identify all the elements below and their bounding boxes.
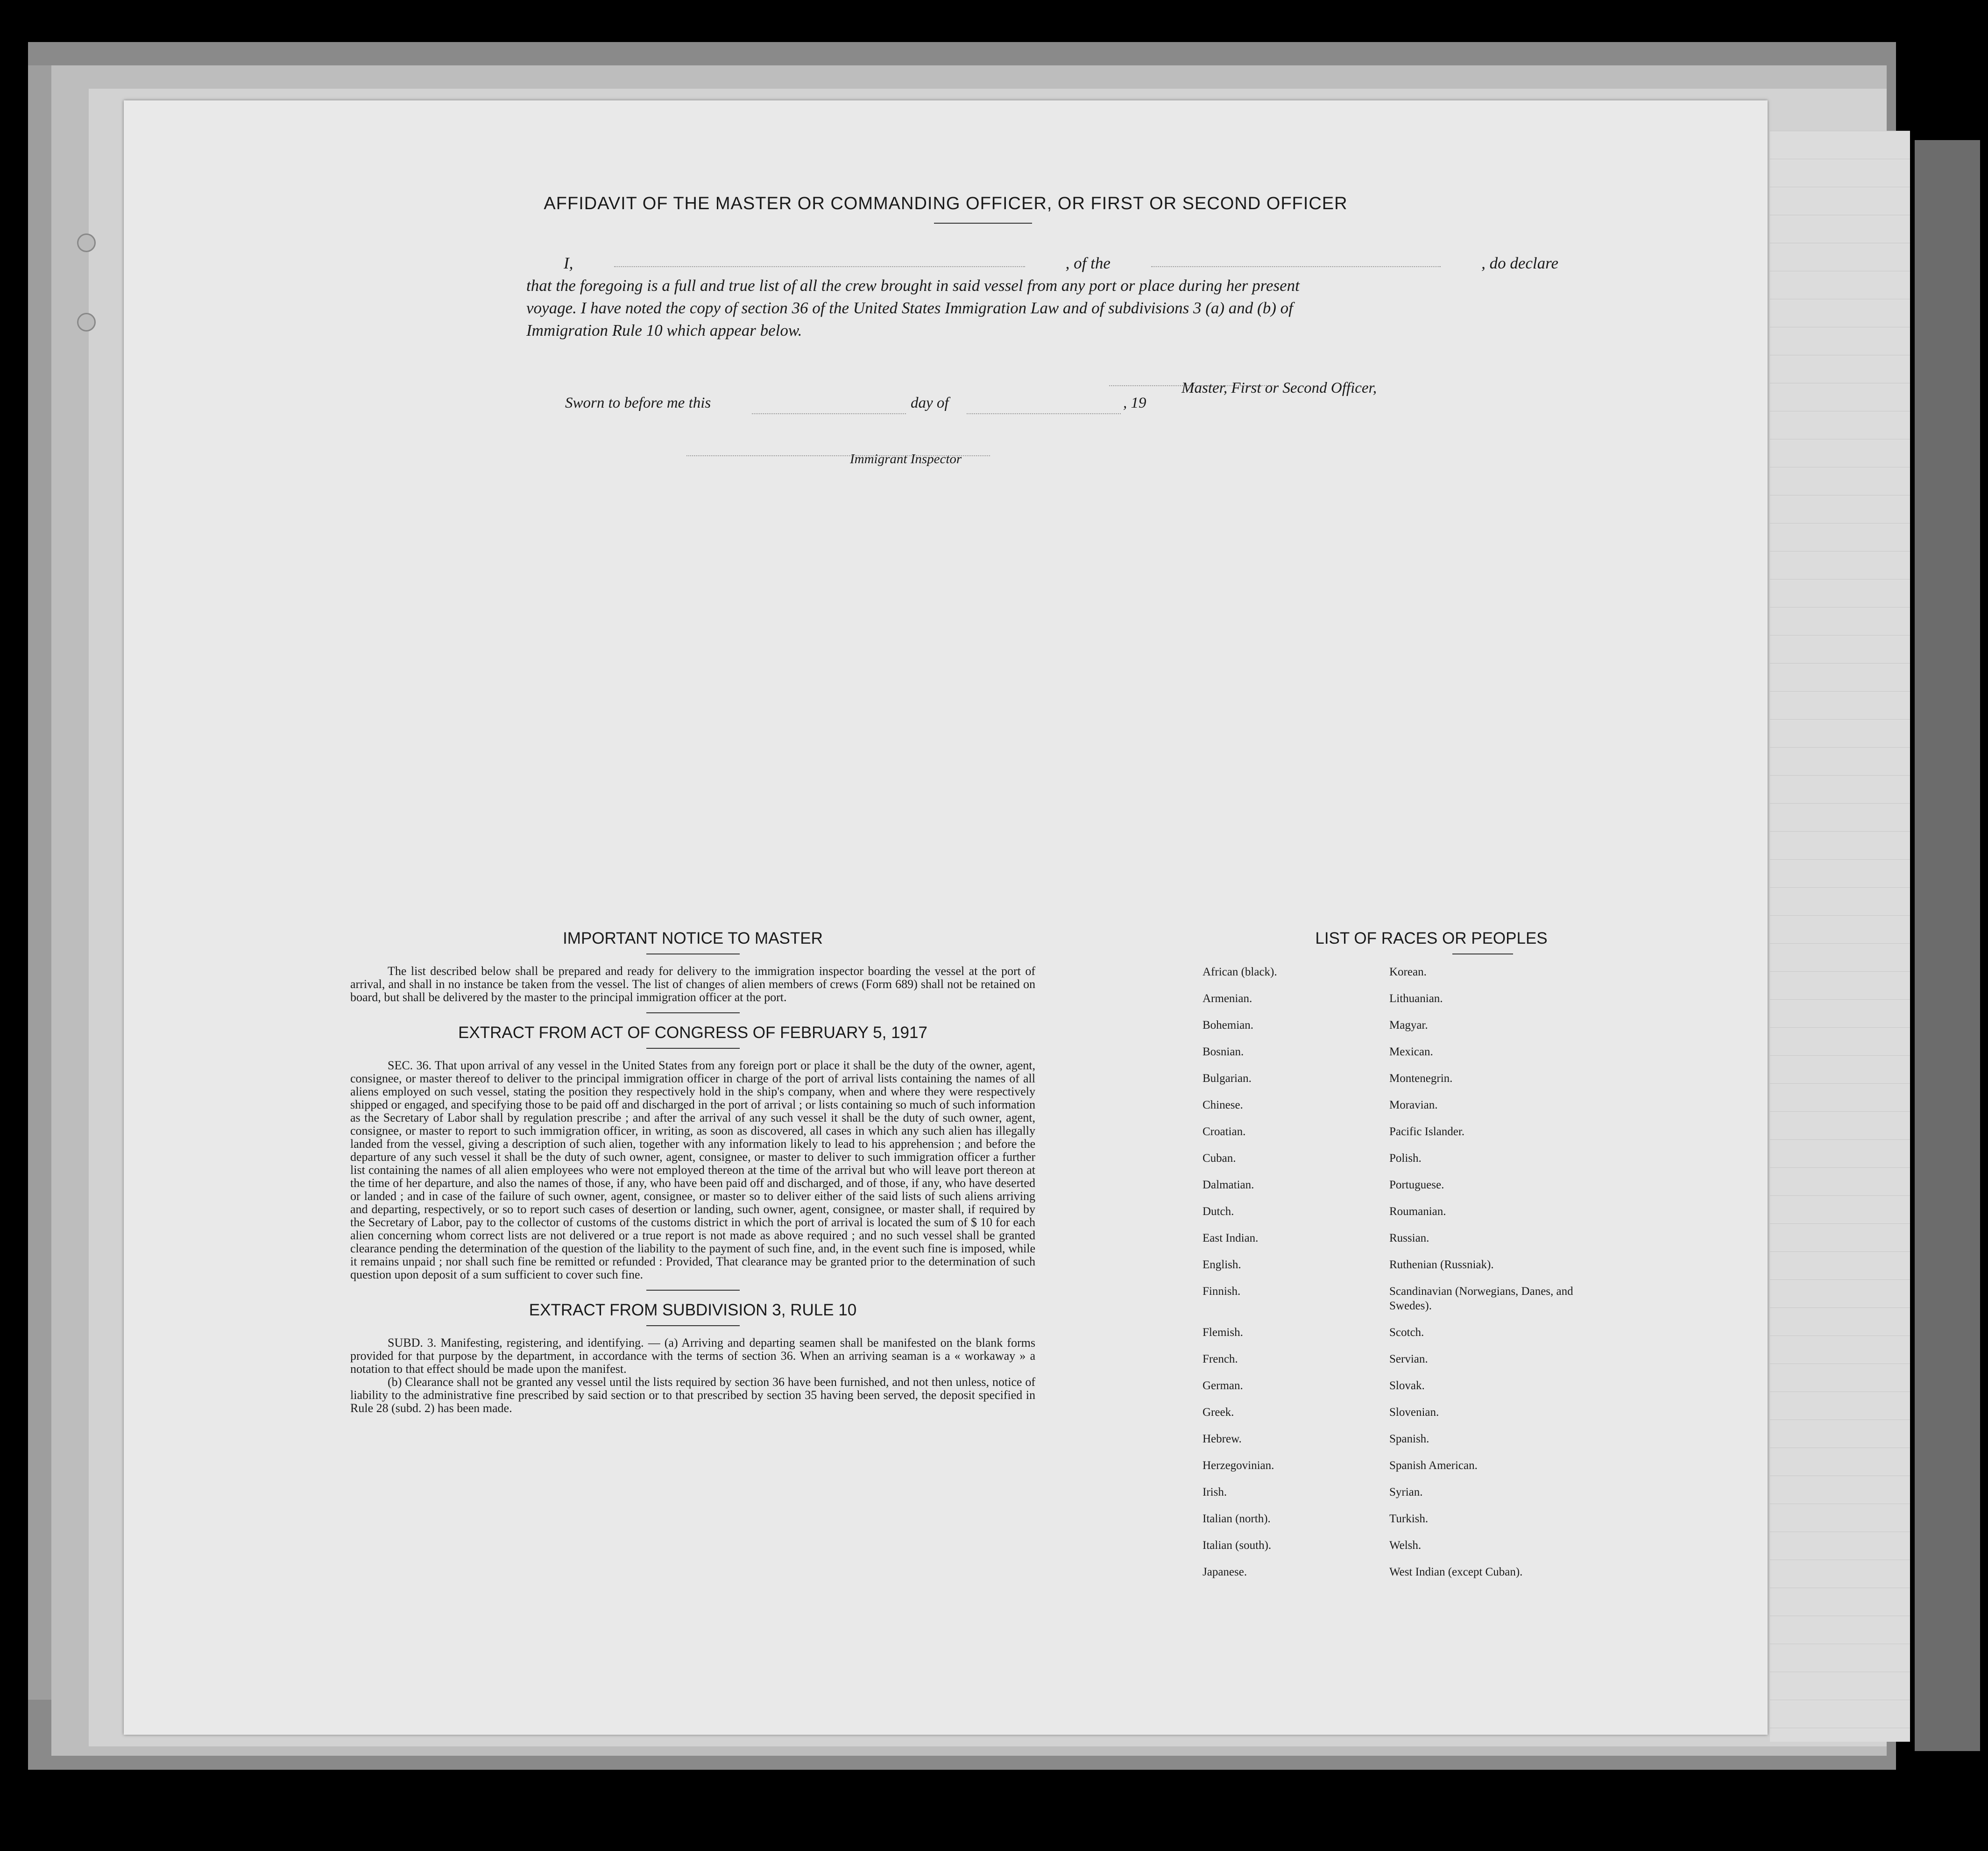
race-item: Flemish. bbox=[1203, 1326, 1243, 1339]
race-item: Spanish. bbox=[1389, 1433, 1429, 1445]
race-item: Moravian. bbox=[1389, 1099, 1438, 1111]
race-item: English. bbox=[1203, 1258, 1241, 1271]
races-title: LIST OF RACES OR PEOPLES bbox=[1315, 929, 1548, 947]
race-item: Italian (north). bbox=[1203, 1512, 1271, 1525]
vessel-blank bbox=[1151, 252, 1441, 267]
race-item: Ruthenian (Russniak). bbox=[1389, 1258, 1494, 1271]
underlying-grid-sheet bbox=[1770, 131, 1910, 1742]
race-item: Slovak. bbox=[1389, 1379, 1425, 1392]
affidavit-of-the: , of the bbox=[1065, 254, 1111, 272]
affidavit-body bbox=[526, 252, 1558, 342]
race-item: Japanese. bbox=[1203, 1566, 1247, 1578]
rule-title: EXTRACT FROM SUBDIVISION 3, RULE 10 bbox=[529, 1301, 857, 1319]
day-blank bbox=[752, 399, 906, 414]
race-item: Dutch. bbox=[1203, 1205, 1234, 1218]
race-item: Italian (south). bbox=[1203, 1539, 1272, 1552]
manifest-page bbox=[124, 100, 1768, 1735]
race-item: Finnish. bbox=[1203, 1285, 1241, 1298]
race-item: Mexican. bbox=[1389, 1046, 1433, 1058]
race-item: Bosnian. bbox=[1203, 1046, 1244, 1058]
sworn-label: Sworn to before me this bbox=[565, 395, 711, 411]
race-item: African (black). bbox=[1203, 966, 1277, 978]
race-item: Slovenian. bbox=[1389, 1406, 1439, 1419]
race-item: Lithuanian. bbox=[1389, 992, 1443, 1005]
race-item: Herzegovinian. bbox=[1203, 1459, 1274, 1472]
race-item: Servian. bbox=[1389, 1353, 1428, 1365]
race-item: Polish. bbox=[1389, 1152, 1422, 1165]
divider bbox=[934, 223, 1032, 224]
divider bbox=[646, 1048, 740, 1049]
affidavit-line: Immigration Rule 10 which appear below. bbox=[526, 321, 802, 339]
notice-column bbox=[350, 929, 1035, 1423]
race-item: Bohemian. bbox=[1203, 1019, 1254, 1031]
inspector-label: Immigrant Inspector bbox=[850, 452, 962, 466]
act-title: EXTRACT FROM ACT OF CONGRESS OF FEBRUARY 5, 1917 bbox=[458, 1024, 927, 1042]
race-item: Syrian. bbox=[1389, 1486, 1423, 1498]
race-item: Turkish. bbox=[1389, 1512, 1429, 1525]
month-blank bbox=[967, 399, 1121, 414]
race-item: Russian. bbox=[1389, 1232, 1429, 1244]
race-item: East Indian. bbox=[1203, 1232, 1259, 1244]
race-item: Scotch. bbox=[1389, 1326, 1424, 1339]
affidavit-line: voyage. I have noted the copy of section 36 of the United States Immigration Law and of subdivisions 3 (a) and (b) of bbox=[526, 299, 1293, 317]
race-item: Spanish American. bbox=[1389, 1459, 1478, 1472]
race-item: Cuban. bbox=[1203, 1152, 1236, 1165]
rule-text-b: (b) Clearance shall not be granted any vessel until the lists required by section 36 have been furnished, and not then unless, notice of liability to the administrative fine prescribed by said section or to that prescribed by section 35 having been served, the deposit specified in Rule 28 (subd. 2) has been made. bbox=[350, 1375, 1035, 1415]
race-item: Bulgarian. bbox=[1203, 1072, 1252, 1085]
affidavit-declare: , do declare bbox=[1481, 254, 1558, 272]
rule-text-a: SUBD. 3. Manifesting, registering, and identifying. — (a) Arriving and departing seamen shall be manifested on the blank forms provided for that purpose by the department, in accordance with the terms of section 36. When an arriving seaman is a « workaway » a notation to that effect should be made upon the manifest. bbox=[350, 1336, 1035, 1376]
act-text: SEC. 36. That upon arrival of any vessel in the United States from any foreign port or place it shall be the duty of the owner, agent, consignee, or master thereof to deliver to the principal immigration officer in charge of the port of arrival lists containing the names of all aliens employed on such vessel, stating the position they respectively hold in the ship's company, when and where they were respectively shipped or engaged, and specifying those to be paid off and discharged in the port of arrival ; or lists containing so much of such information as the Secretary of Labor shall by regulation prescribe ; and after the arrival of any such vessel it shall be the duty of such owner, agent, consignee, or master to report to such immigration officer, in writing, as soon as discovered, all cases in which any such alien has illegally landed from the vessel, giving a description of such alien, together with any information likely to lead to his apprehension ; and before the departure of any such vessel it shall be the duty of such owner, agent, consignee, or master to deliver to such immigration officer a further list containing the names of all alien employees who were not employed thereon at the time of the arrival but who will leave port thereon at the time of her departure, and also the names of those, if any, who have been paid off and discharged, and of those, if any, who have deserted or landed ; and in case of the failure of such owner, agent, consignee, or master so to deliver either of the said lists of such aliens arriving and departing, respectively, or so to report such cases of desertion or landing, such owner, agent, consignee, or master shall, if required by the Secretary of Labor, pay to the collector of customs of the customs district in which the port of arrival is located the sum of $ 10 for each alien concerning whom correct lists are not delivered or a true report is not made as above required ; and no such vessel shall be granted clearance pending the determination of the question of the liability to the payment of such fine, and, in the event such fine is imposed, while it remains unpaid ; nor shall such fine be remitted or refunded : Provided, That clearance may be granted prior to the determination of such question upon deposit of a sum sufficient to cover such fine. bbox=[350, 1059, 1035, 1281]
notice-text: The list described below shall be prepared and ready for delivery to the immigration inspector boarding the vessel at the port of arrival, and shall in no instance be taken from the vessel. The list of changes of alien members of crews (Form 689) shall not be retained on board, but shall be delivered by the master to the principal immigration officer at the port. bbox=[350, 964, 1035, 1004]
affidavit-line: that the foregoing is a full and true list of all the crew brought in said vessel from any port or place during her present bbox=[526, 276, 1300, 295]
race-item: French. bbox=[1203, 1353, 1238, 1365]
day-of-label: day of bbox=[911, 395, 949, 411]
races-column bbox=[1058, 929, 1712, 1579]
race-item: German. bbox=[1203, 1379, 1243, 1392]
year-label: , 19 bbox=[1123, 395, 1146, 411]
name-blank bbox=[614, 252, 1025, 267]
race-item: Welsh. bbox=[1389, 1539, 1422, 1552]
race-item: Roumanian. bbox=[1389, 1205, 1446, 1218]
race-item: Chinese. bbox=[1203, 1099, 1243, 1111]
binder-hole-icon bbox=[77, 233, 96, 252]
race-item: Armenian. bbox=[1203, 992, 1252, 1005]
affidavit-title: AFFIDAVIT OF THE MASTER OR COMMANDING OFFICER, OR FIRST OR SECOND OFFICER bbox=[544, 194, 1348, 213]
binder-hole-icon bbox=[77, 313, 96, 332]
race-item: Portuguese. bbox=[1389, 1179, 1444, 1191]
divider bbox=[646, 1012, 740, 1013]
race-item: Pacific Islander. bbox=[1389, 1125, 1465, 1138]
race-item: Magyar. bbox=[1389, 1019, 1428, 1031]
race-item: West Indian (except Cuban). bbox=[1389, 1566, 1523, 1578]
races-list bbox=[1203, 965, 1712, 1579]
race-item: Greek. bbox=[1203, 1406, 1234, 1419]
race-item: Montenegrin. bbox=[1389, 1072, 1453, 1085]
divider bbox=[646, 1325, 740, 1326]
affidavit-line bbox=[526, 252, 1558, 275]
race-item: Hebrew. bbox=[1203, 1433, 1242, 1445]
race-item: Croatian. bbox=[1203, 1125, 1246, 1138]
race-item: Scandinavian (Norwegians, Danes, and Swedes). bbox=[1389, 1285, 1573, 1312]
race-item: Irish. bbox=[1203, 1486, 1227, 1498]
notice-title: IMPORTANT NOTICE TO MASTER bbox=[563, 929, 823, 947]
race-item: Korean. bbox=[1389, 966, 1427, 978]
master-signature-label: Master, First or Second Officer, bbox=[1181, 380, 1377, 396]
affidavit-i: I, bbox=[564, 254, 573, 272]
race-item: Dalmatian. bbox=[1203, 1179, 1254, 1191]
right-page-edges bbox=[1915, 140, 1980, 1751]
divider bbox=[646, 1290, 740, 1291]
